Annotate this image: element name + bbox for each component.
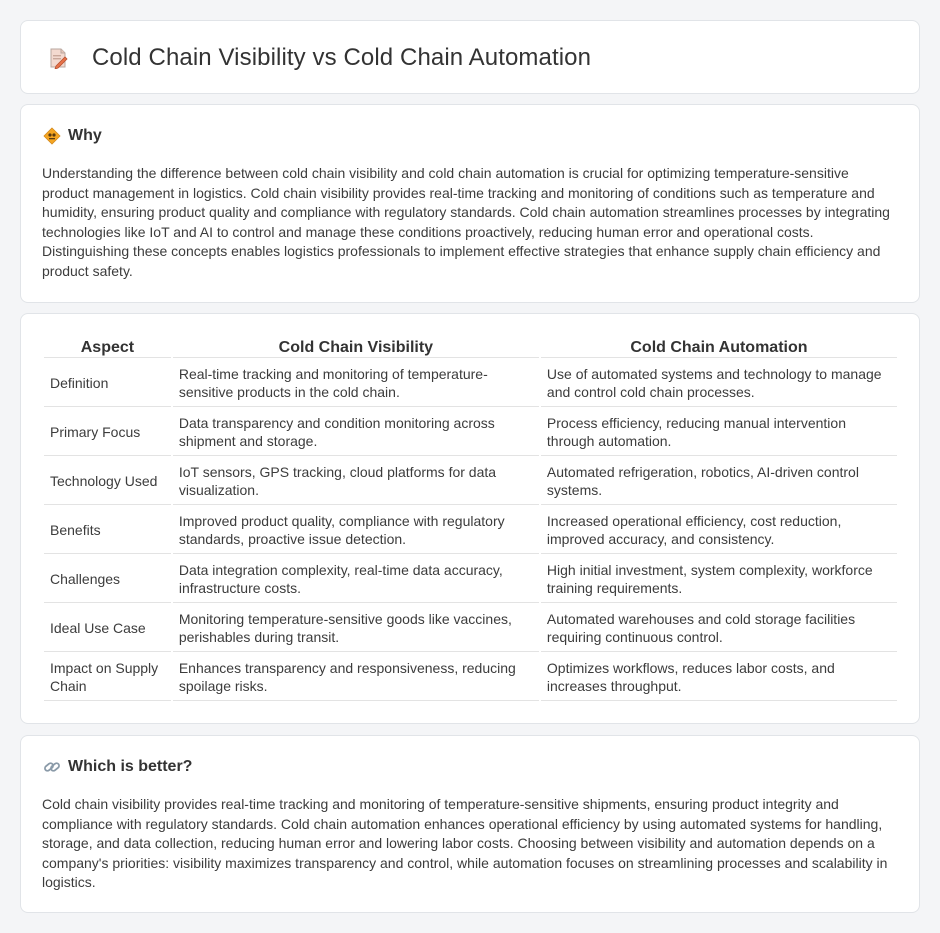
table-row — [44, 507, 897, 554]
automation-cell: Optimizes workflows, reduces labor costs, and increases throughput. — [541, 654, 897, 701]
better-heading — [43, 758, 192, 776]
automation-cell: Increased operational efficiency, cost reduction, improved accuracy, and consistency. — [541, 507, 897, 554]
automation-cell: High initial investment, system complexity, workforce training requirements. — [541, 556, 897, 603]
aspect-cell: Benefits — [44, 507, 171, 554]
header-aspect: Aspect — [44, 336, 171, 358]
diamond-sign-icon — [43, 127, 61, 145]
visibility-cell: Improved product quality, compliance with regulatory standards, proactive issue detection. — [173, 507, 539, 554]
table-row — [44, 409, 897, 456]
visibility-cell: IoT sensors, GPS tracking, cloud platforms for data visualization. — [173, 458, 539, 505]
aspect-cell: Ideal Use Case — [44, 605, 171, 652]
comparison-section — [20, 313, 920, 724]
visibility-cell: Data transparency and condition monitoring across shipment and storage. — [173, 409, 539, 456]
header-automation: Cold Chain Automation — [541, 336, 897, 358]
aspect-cell: Technology Used — [44, 458, 171, 505]
header-card — [20, 20, 920, 94]
visibility-cell: Enhances transparency and responsiveness, reducing spoilage risks. — [173, 654, 539, 701]
header-visibility: Cold Chain Visibility — [173, 336, 539, 358]
aspect-cell: Impact on Supply Chain — [44, 654, 171, 701]
visibility-cell: Monitoring temperature-sensitive goods like vaccines, perishables during transit. — [173, 605, 539, 652]
automation-cell: Process efficiency, reducing manual intervention through automation. — [541, 409, 897, 456]
table-header-row — [44, 336, 897, 358]
better-title: Which is better? — [68, 758, 193, 775]
why-text: Understanding the difference between cold chain visibility and cold chain automation is crucial for optimizing temperature-sensitive product management in logistics. Cold chain visibility provides real-time tracking and monitoring of conditions such as temperature and humidity, ensuring product quality and compliance with regulatory standards. Cold chain automation streamlines processes by integrating technologies like IoT and AI to control and manage these conditions proactively, reducing human error and operational costs. Distinguishing these concepts enables logistics professionals to implement effective strategies that enhance supply chain efficiency and product safety. — [42, 165, 890, 279]
document-edit-icon — [47, 47, 69, 69]
automation-cell: Automated warehouses and cold storage facilities requiring continuous control. — [541, 605, 897, 652]
table-row — [44, 654, 897, 701]
automation-cell: Use of automated systems and technology to manage and control cold chain processes. — [541, 360, 897, 407]
visibility-cell: Data integration complexity, real-time data accuracy, infrastructure costs. — [173, 556, 539, 603]
page-title: Cold Chain Visibility vs Cold Chain Automation — [92, 44, 592, 71]
why-section — [20, 104, 920, 303]
aspect-cell: Definition — [44, 360, 171, 407]
aspect-cell: Challenges — [44, 556, 171, 603]
why-title: Why — [68, 127, 102, 144]
link-icon — [43, 758, 61, 776]
aspect-cell: Primary Focus — [44, 409, 171, 456]
table-row — [44, 556, 897, 603]
table-row — [44, 458, 897, 505]
which-better-section — [20, 735, 920, 913]
automation-cell: Automated refrigeration, robotics, AI-driven control systems. — [541, 458, 897, 505]
better-text: Cold chain visibility provides real-time tracking and monitoring of temperature-sensitive shipments, ensuring product integrity and compliance with regulatory standards. Cold chain automation enhances operational efficiency by using automated systems for handling, storage, and data collection, reducing human error and lowering labor costs. Choosing between visibility and automation depends on a company's priorities: visibility maximizes transparency and control, while automation focuses on streamlining processes and scalability in logistics. — [42, 796, 888, 890]
visibility-cell: Real-time tracking and monitoring of temperature-sensitive products in the cold chain. — [173, 360, 539, 407]
table-row — [44, 605, 897, 652]
why-heading — [43, 127, 102, 145]
table-row — [44, 360, 897, 407]
comparison-table — [42, 334, 899, 703]
